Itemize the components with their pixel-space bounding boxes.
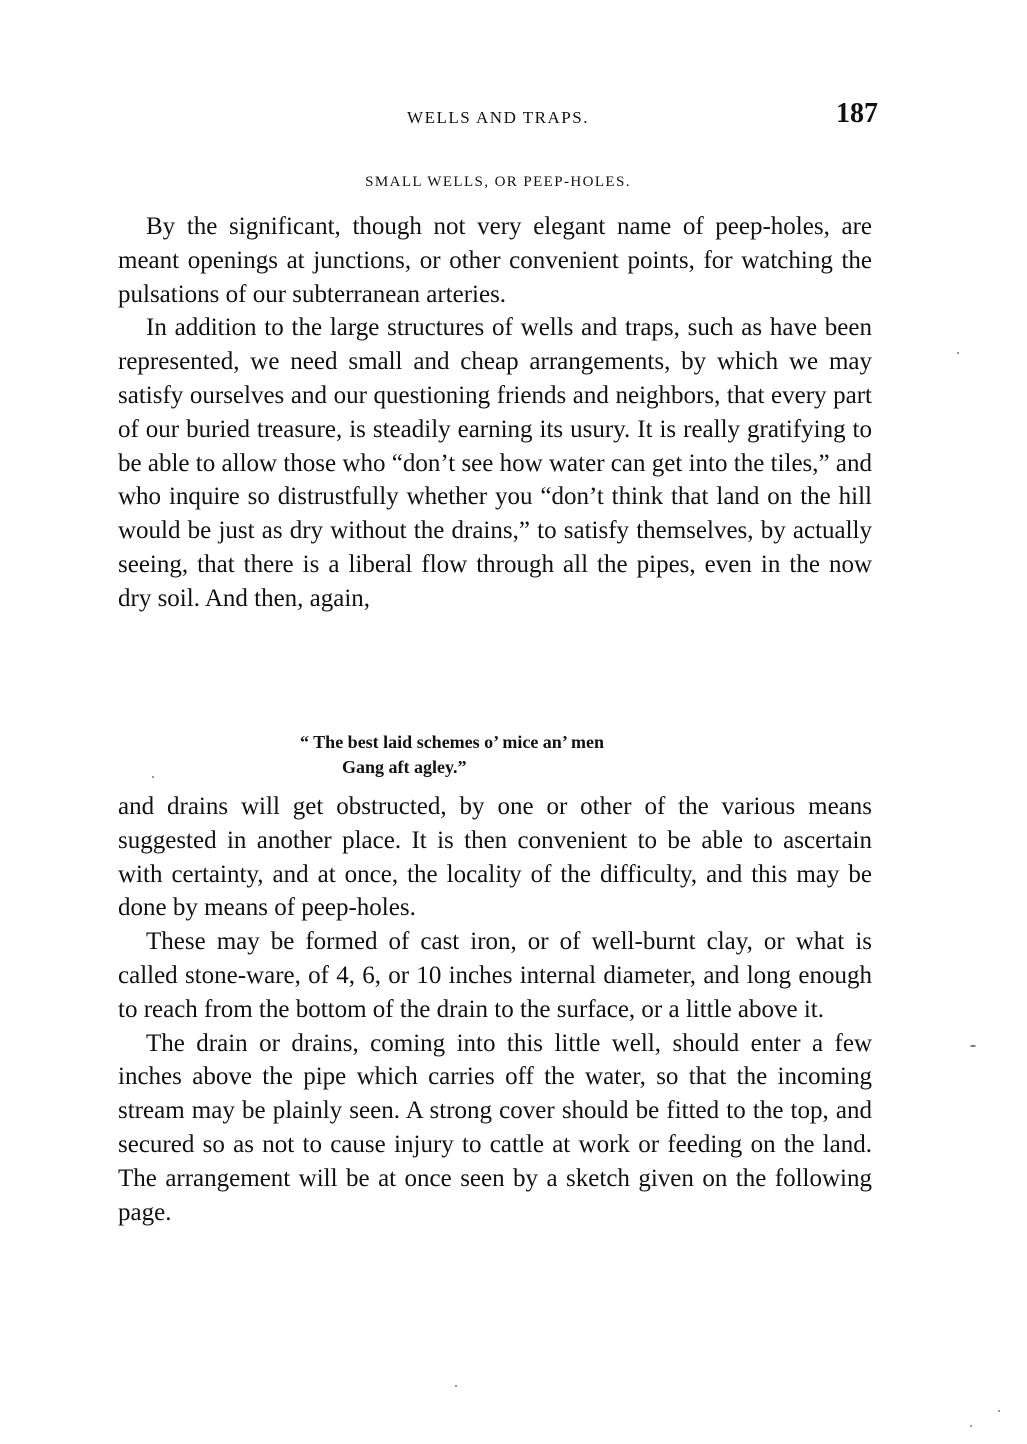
paragraph: and drains will get obstructed, by one or other of the various means suggested in another place. It is then convenient to be able to ascertain with certainty, and at once, the locality of the difficulty, and this may be done by means of peep-holes. [118,793,872,922]
paper-speck [998,1410,1000,1412]
quote-line: “ The best laid schemes o’ mice an’ men [300,732,604,752]
paper-speck [970,1425,972,1427]
page-number: 187 [836,98,878,129]
body-text-after-quote [118,790,872,1229]
running-head [118,98,878,132]
paragraph: In addition to the large structures of wells and traps, such as have been represented, we need small and cheap arrangements, by which we may satisfy ourselves and our questioning friends and neighbors, that every part of our buried treasure, is steadily earning its usury. It is really gratifying to be able to allow those who “don’t see how water can get into the tiles,” and who inquire so distrustfully whether you “don’t think that land on the hill would be just as dry without the drains,” to satisfy themselves, by actually seeing, that there is a liberal flow through all the pipes, even in the now dry soil. And then, again, [118,314,872,612]
paragraph: By the significant, though not very elegant name of peep-holes, are meant openings at junctions, or other convenient points, for watching the pulsations of our subterranean arteries. [118,213,872,308]
paper-speck [152,776,154,778]
paper-speck [455,1385,457,1387]
paragraph: These may be formed of cast iron, or of well-burnt clay, or what is called stone-ware, of 4, 6, or 10 inches internal diameter, and long enough to reach from the bottom of the drain to the surface, or a little above it. [118,928,872,1023]
paper-speck [970,1045,976,1047]
body-text-before-quote [118,210,872,616]
section-heading: SMALL WELLS, OR PEEP-HOLES. [365,174,631,190]
paper-speck [957,352,959,354]
verse-quotation [300,730,740,780]
paragraph: The drain or drains, coming into this little well, should enter a few inches above the pipe which carries off the water, so that the incoming stream may be plainly seen. A strong cover should be fitted to the top, and secured so as not to cause injury to cattle at work or feeding on the land. The arrangement will be at once seen by a sketch given on the following page. [118,1029,872,1226]
quote-line: Gang aft agley.” [342,757,467,777]
running-title: WELLS AND TRAPS. [407,108,589,127]
